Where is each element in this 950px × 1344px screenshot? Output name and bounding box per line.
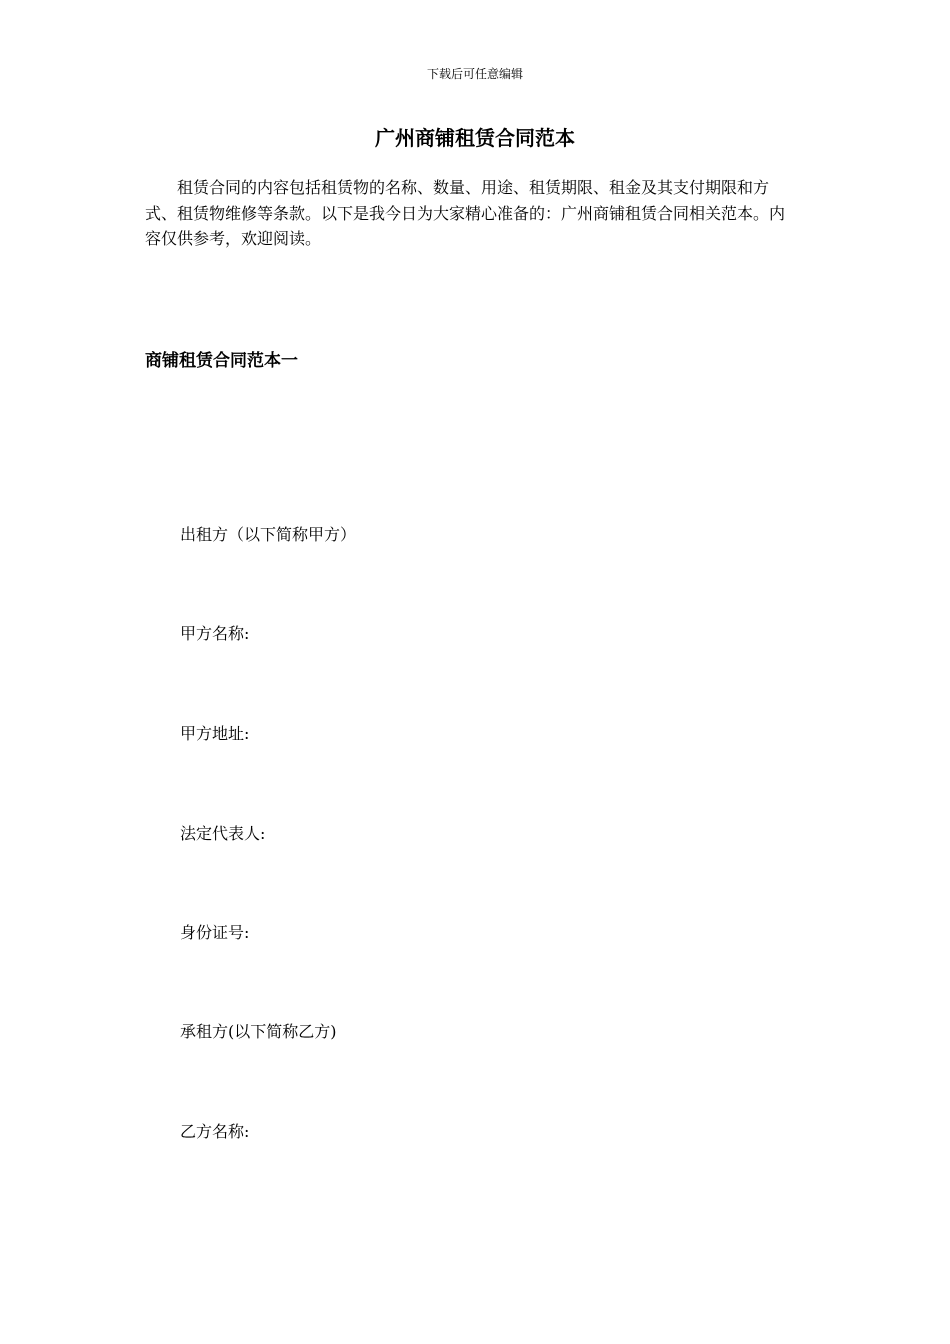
id-number-label: 身份证号: — [180, 923, 250, 942]
party-a-address-label: 甲方地址: — [180, 724, 250, 743]
party-b-name-label: 乙方名称: — [180, 1122, 250, 1141]
document-title: 广州商铺租赁合同范本 — [375, 126, 575, 150]
section-title: 商铺租赁合同范本一 — [145, 351, 298, 371]
intro-paragraph: 租赁合同的内容包括租赁物的名称、数量、用途、租赁期限、租金及其支付期限和方式、租赁物维修等条款。以下是我今日为大家精心准备的：广州商铺租赁合同相关范本。内容仅供参考，欢迎阅读。 — [145, 178, 786, 248]
header-note: 下载后可任意编辑 — [426, 67, 523, 81]
legal-representative-label: 法定代表人: — [180, 824, 266, 843]
lessee-heading: 承租方(以下简称乙方) — [180, 1022, 337, 1041]
party-a-name-label: 甲方名称: — [180, 624, 250, 643]
lessor-heading: 出租方（以下简称甲方） — [180, 525, 357, 544]
